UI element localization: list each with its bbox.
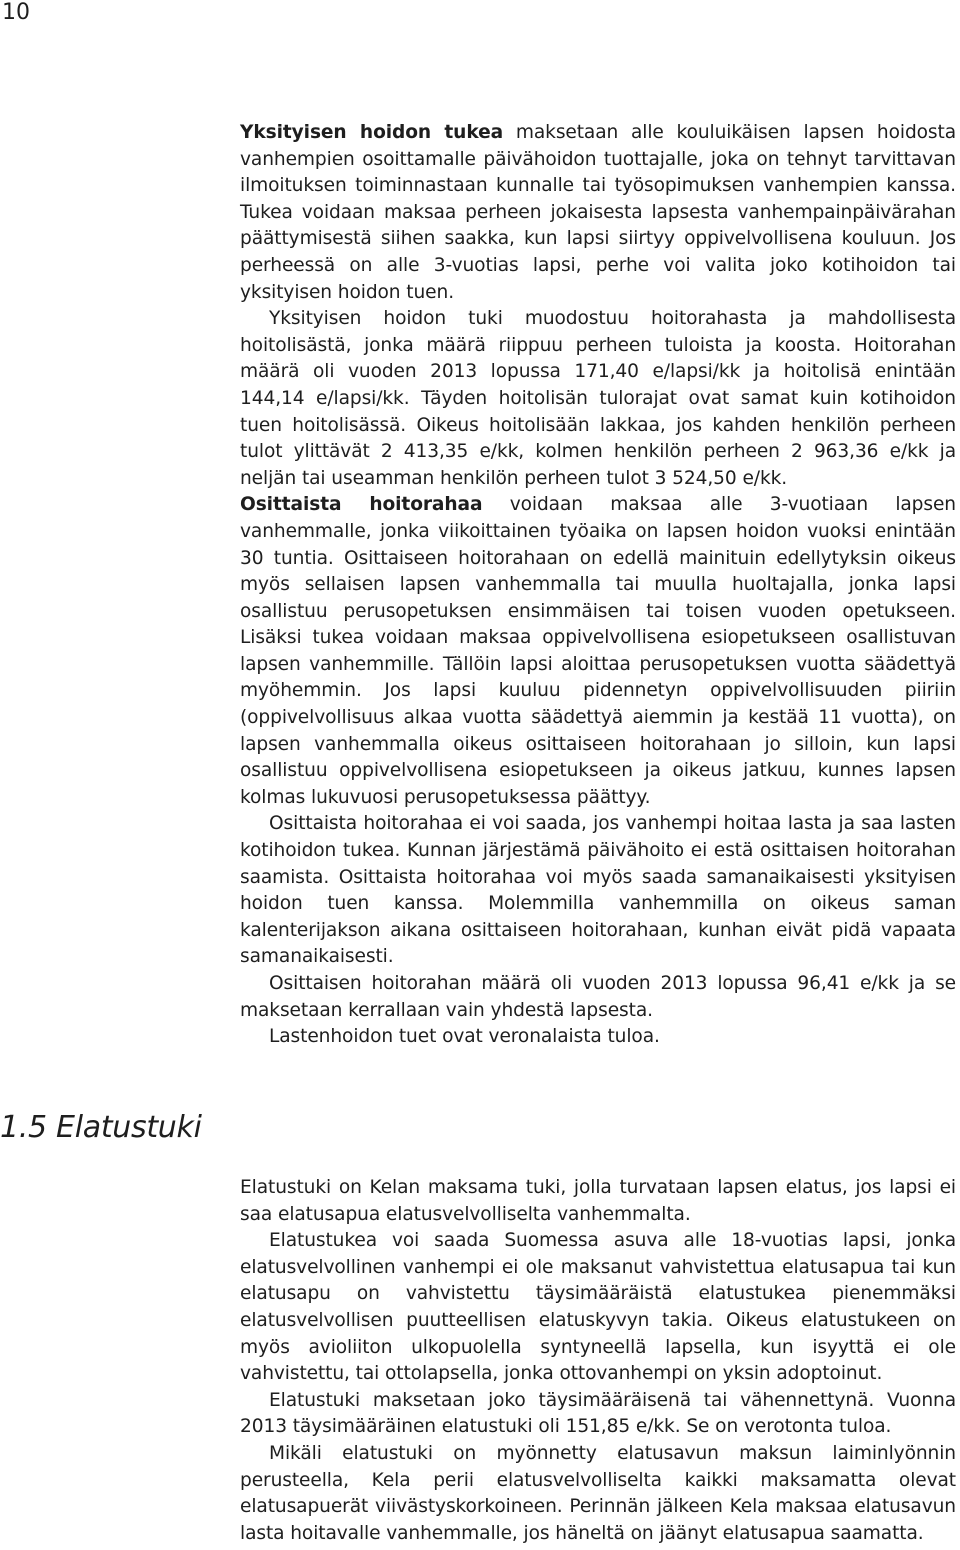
paragraph-osittainen-ehdot: Osittaista hoitorahaa ei voi saada, jos vanhempi hoitaa lasta ja saa lasten kotihoidon tukea. Kunnan järjestämä päivähoito ei estä osittaisen hoitorahan saamista. Osittaista hoitorahaa voi myös saada samanaikaisesti yksityisen hoidon tuen kanssa. Molemmilla vanhemmilla on oikeus saman kalenterijakson aikana osittaiseen hoitorahaan, kunhan eivät pidä vapaata samanaikaisesti. (240, 813, 956, 968)
paragraph-yksityisen-hoidon-tuki (240, 120, 956, 306)
term-osittaista-hoitorahaa: Osittaista hoitorahaa (240, 494, 483, 516)
paragraph-elatustuki-maara: Elatustuki maksetaan joko täysimääräisenä tai vähennettynä. Vuonna 2013 täysimääräinen elatustuki oli 151,85 e/kk. Se on verotonta tuloa. (240, 1389, 956, 1438)
elatustuki-text-block (240, 1175, 956, 1547)
paragraph-text: maksetaan alle kouluikäisen lapsen hoidosta vanhempien osoittamalle päivähoidon tuottajalle, joka on tehnyt tarvittavan ilmoituksen toiminnastaan kunnalle tai työsopimuksen vanhempien kanssa. Tukea voidaan maksaa perheen jokaisesta lapsesta vanhempainpäivärahan päättymisestä siihen saakka, kun lapsi siirtyy oppivelvollisena kouluun. Jos perheessä on alle 3-vuotias lapsi, perhe voi valita joko kotihoidon tai yksityisen hoidon tuen. (240, 122, 956, 303)
page-number: 10 (2, 0, 30, 25)
paragraph-hoitoraha-hoitolisa: Yksityisen hoidon tuki muodostuu hoitorahasta ja mahdollisesta hoitolisästä, jonka määrä riippuu perheen tuloista ja koosta. Hoitorahan määrä oli vuoden 2013 lopussa 171,40 e/lapsi/kk ja hoitolisä enintään 144,14 e/lapsi/kk. Täyden hoitolisän tulorajat ovat samat kuin kotihoidon tuen hoitolisässä. Oikeus hoitolisään lakkaa, jos kahden henkilön perheen tulot ylittävät 2 413,35 e/kk, kolmen henkilön perheen 2 963,36 e/kk ja neljän tai useamman henkilön perheen tulot 3 524,50 e/kk. (240, 308, 956, 489)
paragraph-elatustuki-edellytykset: Elatustukea voi saada Suomessa asuva alle 18-vuotias lapsi, jonka elatusvelvollinen vanhempi ei ole maksanut vahvistettua elatusapua tai kun elatusapu on vahvistettu täysimääräistä elatustukea pienemmäksi elatusvelvollisen puutteellisen elatuskyvyn takia. Oikeus elatustukeen on myös avioliiton ulkopuolella syntyneellä lapsella, kun isyyttä ei ole vahvistettu, tai ottolapsella, jonka ottovanhempi on yksin adoptoinut. (240, 1230, 956, 1385)
paragraph-elatustuki-intro: Elatustuki on Kelan maksama tuki, jolla turvataan lapsen elatus, jos lapsi ei saa elatusapua elatusvelvolliselta vanhemmalta. (240, 1177, 956, 1225)
paragraph-text: voidaan maksaa alle 3-vuotiaan lapsen vanhemmalle, jonka viikoittainen työaika on lapsen hoidon vuoksi enintään 30 tuntia. Osittaiseen hoitorahaan on edellä mainituin edellytyksin oikeus myös sellaisen lapsen vanhemmalla tai muulla huoltajalla, jonka lapsi osallistuu perusopetuksen ensimmäisen tai toisen vuoden opetukseen. Lisäksi tukea voidaan maksaa oppivelvollisena esiopetukseen osallistuvan lapsen vanhemmille. Tällöin lapsi aloittaa perusopetuksen vuotta säädettyä myöhemmin. Jos lapsi kuuluu pidennetyn oppivelvollisuuden piiriin (oppivelvollisuus alkaa vuotta säädettyä aiemmin ja kestää 11 vuotta), on lapsen vanhemmalla oikeus osittaiseen hoitorahaan jo silloin, kun lapsi osallistuu oppivelvollisena esiopetukseen ja oikeus jatkuu, kunnes lapsen kolmas lukuvuosi perusopetuksessa päättyy. (240, 494, 956, 808)
paragraph-verotus: Lastenhoidon tuet ovat veronalaista tuloa. (269, 1026, 660, 1048)
paragraph-osittainen-maara: Osittaisen hoitorahan määrä oli vuoden 2013 lopussa 96,41 e/kk ja se maksetaan kerrallaan vain yhdestä lapsesta. (240, 973, 956, 1021)
term-yksityisen-hoidon-tukea: Yksityisen hoidon tukea (240, 122, 504, 143)
paragraph-osittainen-hoitoraha (240, 492, 956, 811)
main-text-block (240, 120, 956, 1051)
paragraph-elatustuki-perinta: Mikäli elatustuki on myönnetty elatusavun maksun laiminlyönnin perusteella, Kela perii elatusvelvolliselta kaikki maksamatta olevat elatusapuerät viivästyskorkoineen. Perinnän jälkeen Kela maksaa elatusavun lasta hoitavalle vanhemmalle, jos häneltä on jäänyt elatusapua saamatta. (240, 1442, 956, 1544)
section-heading-elatustuki: 1.5 Elatustuki (0, 1110, 202, 1145)
